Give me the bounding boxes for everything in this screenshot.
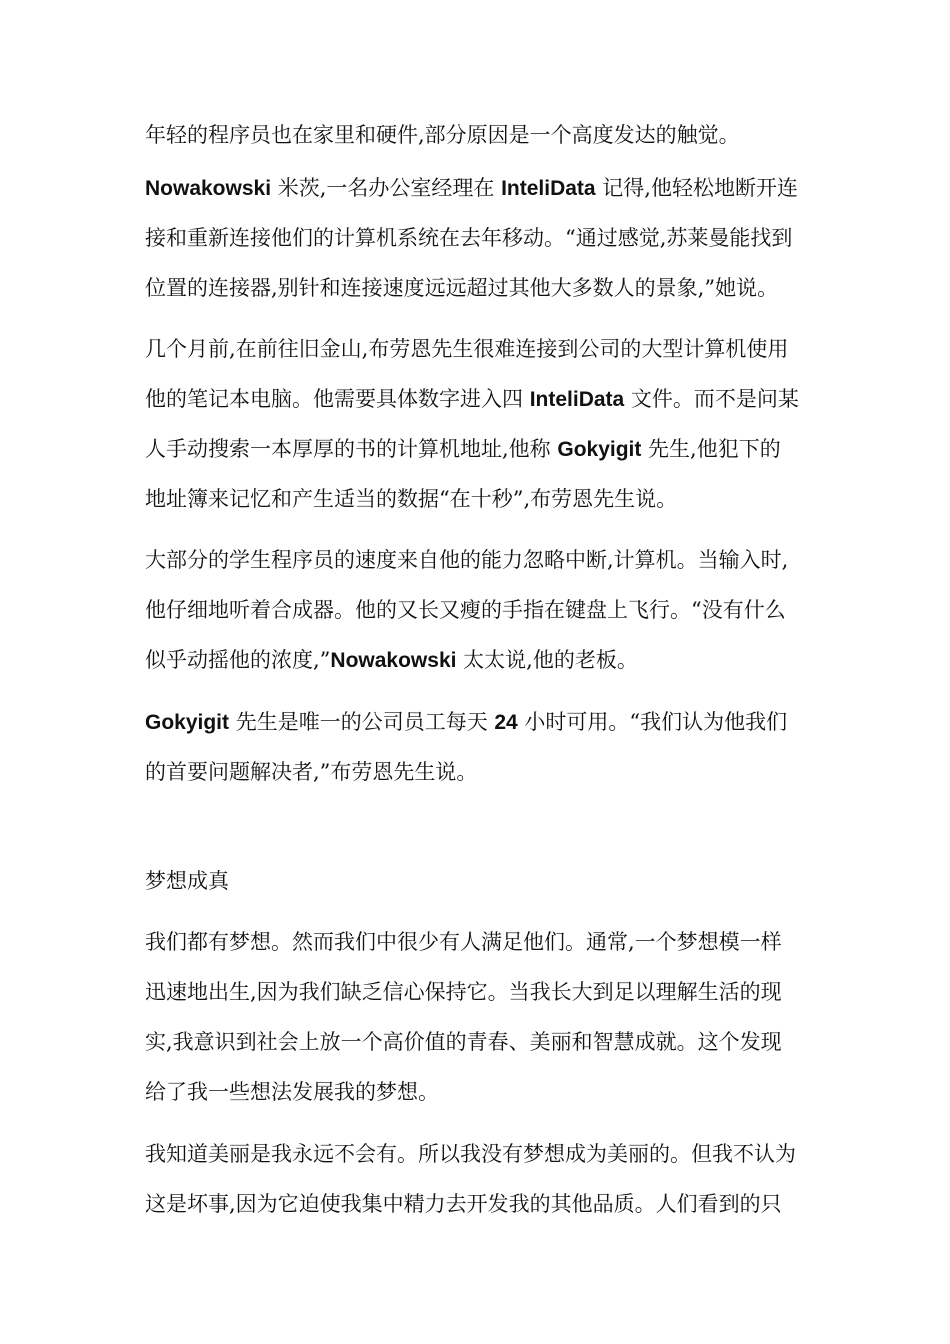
paragraph-2-line-2: 接和重新连接他们的计算机系统在去年移动。“通过感觉,苏莱曼能找到 bbox=[145, 226, 793, 250]
latin-term: Gokyigit bbox=[557, 438, 642, 461]
paragraph-5-line-1: Gokyigit 先生是唯一的公司员工每天 24 小时可用。“我们认为他我们 bbox=[145, 710, 788, 734]
latin-term: Nowakowski bbox=[145, 177, 272, 200]
paragraph-7-line-1: 我知道美丽是我永远不会有。所以我没有梦想成为美丽的。但我不认为 bbox=[145, 1142, 796, 1166]
latin-term: InteliData bbox=[501, 177, 596, 200]
paragraph-4-line-2: 他仔细地听着合成器。他的又长又瘦的手指在键盘上飞行。“没有什么 bbox=[145, 598, 786, 622]
paragraph-6-line-2: 迅速地出生,因为我们缺乏信心保持它。当我长大到足以理解生活的现 bbox=[145, 980, 782, 1004]
paragraph-5-line-2: 的首要问题解决者,”布劳恩先生说。 bbox=[145, 760, 478, 784]
paragraph-2-line-3: 位置的连接器,别针和连接速度远远超过其他大多数人的景象,”她说。 bbox=[145, 276, 779, 300]
latin-term: Nowakowski bbox=[330, 649, 457, 672]
paragraph-3-line-3: 人手动搜索一本厚厚的书的计算机地址,他称 Gokyigit 先生,他犯下的 bbox=[145, 437, 781, 461]
paragraph-7-line-2: 这是坏事,因为它迫使我集中精力去开发我的其他品质。人们看到的只 bbox=[145, 1192, 782, 1216]
latin-term: 24 bbox=[494, 711, 518, 734]
paragraph-4-line-1: 大部分的学生程序员的速度来自他的能力忽略中断,计算机。当输入时, bbox=[145, 548, 789, 572]
paragraph-3-line-4: 地址簿来记忆和产生适当的数据“在十秒”,布劳恩先生说。 bbox=[145, 487, 678, 511]
paragraph-3-line-1: 几个月前,在前往旧金山,布劳恩先生很难连接到公司的大型计算机使用 bbox=[145, 337, 789, 361]
latin-term: InteliData bbox=[529, 388, 625, 411]
paragraph-3-line-2: 他的笔记本电脑。他需要具体数字进入四 InteliData 文件。而不是问某 bbox=[145, 387, 799, 411]
paragraph-6-line-4: 给了我一些想法发展我的梦想。 bbox=[145, 1080, 439, 1104]
paragraph-4-line-3: 似乎动摇他的浓度,”Nowakowski 太太说,他的老板。 bbox=[145, 648, 638, 672]
paragraph-6-line-1: 我们都有梦想。然而我们中很少有人满足他们。通常,一个梦想模一样 bbox=[145, 930, 782, 954]
paragraph-6-line-3: 实,我意识到社会上放一个高价值的青春、美丽和智慧成就。这个发现 bbox=[145, 1030, 782, 1054]
paragraph-1-line-1: 年轻的程序员也在家里和硬件,部分原因是一个高度发达的触觉。 bbox=[145, 123, 740, 147]
latin-term: Gokyigit bbox=[145, 711, 230, 734]
section-heading: 梦想成真 bbox=[145, 869, 229, 893]
paragraph-2-line-1: Nowakowski 米茨,一名办公室经理在 InteliData 记得,他轻松地断开连 bbox=[145, 176, 798, 200]
